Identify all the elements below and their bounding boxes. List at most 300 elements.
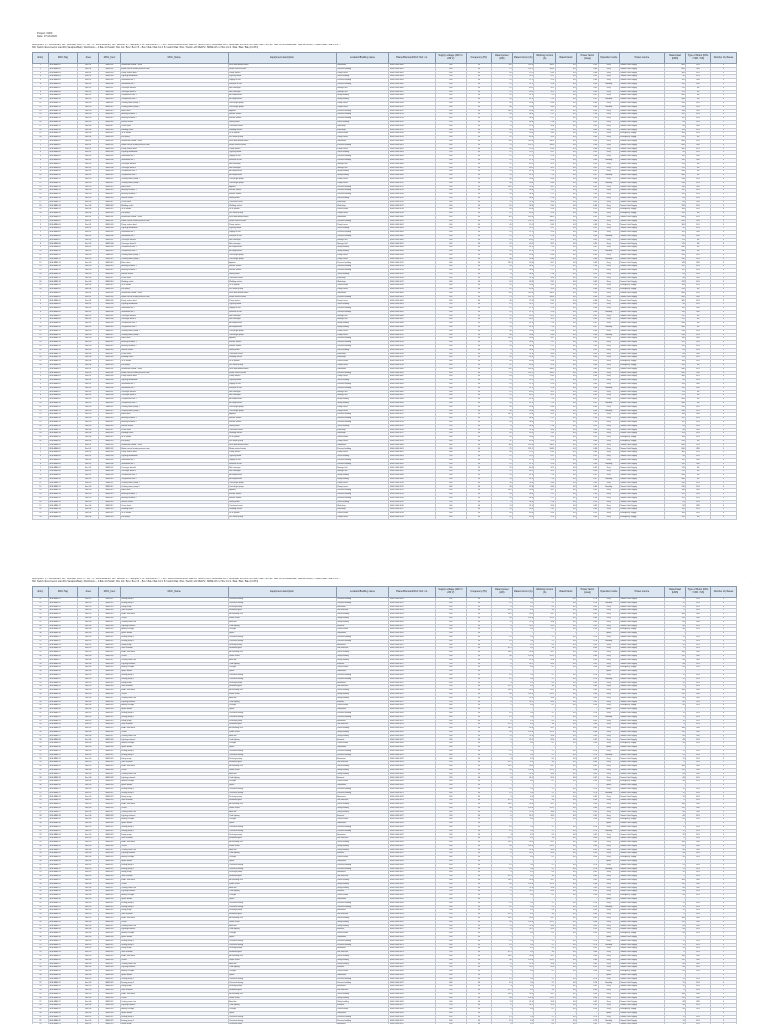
- table-cell: 4: [491, 643, 512, 647]
- table-cell: 0.78: [577, 639, 598, 643]
- table-cell: Utility building: [336, 886, 389, 890]
- table-cell: Sect 06: [77, 768, 98, 772]
- table-cell: 400: [435, 620, 466, 624]
- table-cell: 11: [491, 504, 512, 508]
- table-cell: 0.8: [555, 841, 576, 845]
- table-cell: Sect 04: [77, 428, 98, 432]
- table-cell: 104.9: [534, 67, 555, 71]
- table-cell: HVAC unit office: [120, 841, 228, 845]
- table-cell: 176: [664, 166, 685, 170]
- table-cell: 27: [33, 734, 49, 738]
- table-cell: 230: [435, 272, 466, 276]
- table-cell: 22: [491, 242, 512, 246]
- table-cell: 440: [664, 174, 685, 178]
- table-cell: Duty: [598, 765, 619, 769]
- table-cell: Pump house: [336, 253, 389, 257]
- table-cell: 0000 0000 0028: [389, 856, 435, 860]
- table-cell: VFD: [686, 109, 711, 113]
- table-cell: DOL: [686, 409, 711, 413]
- table-cell: DOL: [686, 147, 711, 151]
- table-cell: Conveyor drive A: [120, 466, 228, 470]
- table-cell: 50: [467, 101, 492, 105]
- table-cell: 3: [710, 155, 736, 159]
- table-cell: HVAC unit office: [120, 613, 228, 617]
- table-cell: 192: [664, 265, 685, 269]
- table-cell: MBB 025: [99, 878, 120, 882]
- table-cell: MBB 007: [99, 162, 120, 166]
- table-cell: 0000 0000 0026: [389, 734, 435, 738]
- table-cell: 27.8: [534, 196, 555, 200]
- table-cell: SDB-MBB-26: [48, 806, 77, 810]
- table-cell: Sump pump: [120, 795, 228, 799]
- table-cell: 0000 0000 0020: [389, 825, 435, 829]
- table-cell: 0.8: [555, 719, 576, 723]
- table-cell: Pump house: [336, 101, 389, 105]
- table-cell: Normal Grid Supply: [619, 307, 664, 311]
- table-cell: VFD: [686, 654, 711, 658]
- table-cell: 34.8: [513, 196, 534, 200]
- table-cell: 0.8: [555, 238, 576, 242]
- table-cell: 3: [710, 496, 736, 500]
- table-cell: Process building: [336, 231, 389, 235]
- table-cell: MBB 006: [99, 82, 120, 86]
- table-cell: 1: [710, 852, 736, 856]
- table-cell: 0.8: [555, 375, 576, 379]
- table-cell: 27: [33, 620, 49, 624]
- table-cell: 19: [33, 208, 49, 212]
- table-cell: MBB 019: [99, 132, 120, 136]
- table-cell: Dosing pump 1: [120, 598, 228, 602]
- table-cell: 40.2: [513, 242, 534, 246]
- table-cell: MBB 004: [99, 303, 120, 307]
- table-cell: 88: [664, 810, 685, 814]
- table-cell: 0.78: [577, 673, 598, 677]
- table-cell: 0000 0000 0012: [389, 185, 435, 189]
- table-cell: 18.5: [491, 337, 512, 341]
- table-cell: Spare: [598, 632, 619, 636]
- table-cell: 0000 0000 0021: [389, 601, 435, 605]
- table-cell: 6.5: [534, 757, 555, 761]
- table-cell: 0.8: [555, 692, 576, 696]
- table-cell: 24: [33, 799, 49, 803]
- table-cell: Sump pump: [120, 643, 228, 647]
- table-cell: Normal Grid Supply: [619, 432, 664, 436]
- table-cell: 0.8: [555, 94, 576, 98]
- table-cell: 0000 0000 0023: [389, 837, 435, 841]
- table-cell: 0.8: [555, 844, 576, 848]
- table-cell: 27.7: [534, 417, 555, 421]
- table-cell: Electric heater: [228, 117, 336, 121]
- table-cell: 16.8: [534, 504, 555, 508]
- table-cell: Process building: [336, 109, 389, 113]
- table-cell: 0.8: [555, 886, 576, 890]
- table-cell: 0000 0000 0022: [389, 643, 435, 647]
- table-cell: MBB 009: [99, 398, 120, 402]
- table-cell: DOL: [686, 193, 711, 197]
- table-cell: Normal Grid Supply: [619, 500, 664, 504]
- table-cell: Site entrance: [336, 761, 389, 765]
- table-cell: SDB-MBB-07: [48, 466, 77, 470]
- table-cell: 34.6: [513, 117, 534, 121]
- table-cell: MBB 029: [99, 704, 120, 708]
- table-cell: Sect 06: [77, 692, 98, 696]
- table-cell: Duty: [598, 284, 619, 288]
- table-cell: Fire pump: [120, 515, 228, 519]
- table-cell: MBB 024: [99, 609, 120, 613]
- table-cell: 0.83: [577, 658, 598, 662]
- table-cell: 104.9: [534, 295, 555, 299]
- table-cell: 240: [664, 253, 685, 257]
- table-cell: 0.95: [577, 379, 598, 383]
- table-cell: DOL: [686, 700, 711, 704]
- table-cell: Lighting board: [228, 75, 336, 79]
- table-cell: Process building: [336, 143, 389, 147]
- table-cell: Normal Grid Supply: [619, 746, 664, 750]
- table-cell: DOL: [686, 715, 711, 719]
- table-cell: 90: [491, 882, 512, 886]
- table-cell: Process building: [336, 269, 389, 273]
- table-cell: 0.8: [555, 337, 576, 341]
- table-cell: 24: [491, 269, 512, 273]
- table-cell: 50: [467, 810, 492, 814]
- table-cell: VFD: [686, 803, 711, 807]
- table-cell: 77.9: [534, 246, 555, 250]
- table-cell: Duty: [598, 424, 619, 428]
- table-cell: Duty: [598, 856, 619, 860]
- table-cell: Sump pump: [120, 681, 228, 685]
- table-cell: Sect 05: [77, 681, 98, 685]
- table-cell: 400: [435, 443, 466, 447]
- table-cell: 50: [467, 761, 492, 765]
- table-cell: 880: [664, 215, 685, 219]
- table-cell: Sect 05: [77, 803, 98, 807]
- table-cell: 400: [435, 382, 466, 386]
- table-cell: 0.8: [555, 424, 576, 428]
- table-cell: Centrifugal pump: [228, 405, 336, 409]
- table-cell: 50: [467, 451, 492, 455]
- table-cell: 2: [33, 371, 49, 375]
- table-cell: Normal Grid Supply: [619, 765, 664, 769]
- table-cell: 22: [491, 390, 512, 394]
- table-cell: VFD: [686, 878, 711, 882]
- table-cell: 0.75: [491, 723, 512, 727]
- table-cell: 3: [710, 299, 736, 303]
- table-cell: 360: [664, 147, 685, 151]
- table-cell: 230: [435, 662, 466, 666]
- table-cell: Sect 05: [77, 643, 98, 647]
- table-cell: -: [664, 632, 685, 636]
- table-cell: 50: [467, 704, 492, 708]
- table-cell: MBB 015: [99, 344, 120, 348]
- table-cell: 50: [467, 620, 492, 624]
- table-cell: 296: [664, 515, 685, 519]
- table-cell: Yard lighting: [228, 700, 336, 704]
- table-cell: MBB 029: [99, 628, 120, 632]
- table-cell: Normal Grid Supply: [619, 71, 664, 75]
- table-cell: 0.83: [577, 810, 598, 814]
- table-cell: 21: [33, 787, 49, 791]
- table-cell: 0.84: [577, 234, 598, 238]
- table-cell: Chemical dosing: [228, 673, 336, 677]
- table-cell: Conveyor drive B: [120, 90, 228, 94]
- table-cell: DOL: [686, 863, 711, 867]
- column-header: Placed/Demand/Perf. Ref. no.: [389, 53, 435, 64]
- table-cell: 97.4: [513, 477, 534, 481]
- table-cell: 27.5: [513, 234, 534, 238]
- table-cell: Pump house: [336, 223, 389, 227]
- table-cell: 33.4: [513, 413, 534, 417]
- table-cell: 5: [33, 458, 49, 462]
- table-cell: 400: [435, 363, 466, 367]
- table-cell: 24: [491, 117, 512, 121]
- table-cell: 400: [435, 219, 466, 223]
- table-cell: 0.8: [555, 639, 576, 643]
- table-cell: -: [577, 670, 598, 674]
- table-cell: Emergency Supply: [619, 132, 664, 136]
- table-cell: 8: [33, 166, 49, 170]
- table-cell: 3: [710, 719, 736, 723]
- table-cell: 0000 0000 0000: [389, 367, 435, 371]
- table-cell: 28.9: [513, 280, 534, 284]
- table-cell: 19: [33, 132, 49, 136]
- table-cell: DOL: [686, 719, 711, 723]
- table-cell: Normal Grid Supply: [619, 227, 664, 231]
- table-cell: 0000 0000 0024: [389, 803, 435, 807]
- table-cell: Normal Grid Supply: [619, 696, 664, 700]
- table-cell: 15: [491, 386, 512, 390]
- table-cell: -: [555, 670, 576, 674]
- table-cell: 0000 0000 0006: [389, 238, 435, 242]
- table-cell: Air compressor: [228, 94, 336, 98]
- table-cell: 11: [491, 276, 512, 280]
- table-cell: 296: [664, 212, 685, 216]
- table-cell: Duty: [598, 504, 619, 508]
- table-cell: Sect 03: [77, 257, 98, 261]
- table-cell: Duty: [598, 515, 619, 519]
- table-cell: 50: [467, 715, 492, 719]
- table-cell: 5: [33, 382, 49, 386]
- table-cell: 50: [467, 681, 492, 685]
- table-cell: Normal Grid Supply: [619, 474, 664, 478]
- table-cell: 131.2: [513, 219, 534, 223]
- table-cell: Storage hall: [336, 162, 389, 166]
- table-cell: Sect 03: [77, 181, 98, 185]
- table-cell: Duty: [598, 666, 619, 670]
- table-cell: Duty: [598, 295, 619, 299]
- table-cell: 21.0: [513, 772, 534, 776]
- table-cell: 122.1: [534, 844, 555, 848]
- table-cell: 30: [491, 177, 512, 181]
- table-cell: Normal Grid Supply: [619, 719, 664, 723]
- table-cell: Normal Grid Supply: [619, 181, 664, 185]
- table-cell: 148: [664, 185, 685, 189]
- table-cell: 32.2: [534, 86, 555, 90]
- table-cell: Sect 01: [77, 67, 98, 71]
- table-cell: Sect 03: [77, 341, 98, 345]
- table-cell: Normal Grid Supply: [619, 867, 664, 871]
- table-cell: MBB 012: [99, 181, 120, 185]
- table-cell: Office building: [336, 613, 389, 617]
- table-cell: 0000 0000 0024: [389, 651, 435, 655]
- table-cell: Normal Grid Supply: [619, 654, 664, 658]
- table-cell: 400: [435, 143, 466, 147]
- table-cell: 97.4: [513, 246, 534, 250]
- table-cell: 3: [710, 708, 736, 712]
- table-cell: 400: [435, 360, 466, 364]
- table-cell: 37: [491, 136, 512, 140]
- table-cell: 3: [710, 784, 736, 788]
- table-cell: 0.8: [555, 458, 576, 462]
- table-cell: Cooling water pump 1: [120, 329, 228, 333]
- table-cell: 19: [33, 360, 49, 364]
- table-cell: 3: [710, 136, 736, 140]
- table-cell: 50: [467, 356, 492, 360]
- table-cell: 152.6: [513, 882, 534, 886]
- table-cell: 152.6: [513, 730, 534, 734]
- table-cell: 0000 0000 0028: [389, 742, 435, 746]
- table-cell: DOL: [686, 420, 711, 424]
- table-cell: 1.00: [577, 341, 598, 345]
- table-cell: 0000 0000 0003: [389, 379, 435, 383]
- table-cell: 3: [710, 64, 736, 68]
- table-cell: 230: [435, 151, 466, 155]
- table-cell: 90: [491, 768, 512, 772]
- table-cell: Mixer drive: [120, 413, 228, 417]
- table-cell: SDB-MBB-18: [48, 356, 77, 360]
- table-cell: 0.8: [555, 780, 576, 784]
- table-cell: SDB-MBB-21: [48, 787, 77, 791]
- table-cell: MBB 005: [99, 307, 120, 311]
- table-cell: Duty: [598, 825, 619, 829]
- table-cell: 53.8: [513, 101, 534, 105]
- table-cell: 0.8: [555, 515, 576, 519]
- table-cell: Duty: [598, 496, 619, 500]
- table-cell: 24.3: [534, 132, 555, 136]
- table-cell: Normal Grid Supply: [619, 859, 664, 863]
- table-cell: MBB 002: [99, 143, 120, 147]
- table-cell: 24: [491, 417, 512, 421]
- table-cell: 3: [710, 101, 736, 105]
- table-cell: Duty: [598, 136, 619, 140]
- table-cell: 14: [33, 265, 49, 269]
- table-cell: Utility building: [336, 768, 389, 772]
- table-cell: 12: [664, 598, 685, 602]
- table-cell: 400: [435, 749, 466, 753]
- table-cell: Duty: [598, 799, 619, 803]
- table-cell: 0.85: [577, 242, 598, 246]
- table-cell: Air compressor: [228, 325, 336, 329]
- table-cell: 5: [491, 742, 512, 746]
- table-cell: MBB 020: [99, 515, 120, 519]
- table-cell: 0.80: [577, 647, 598, 651]
- table-cell: Duty: [598, 730, 619, 734]
- table-cell: MBB 014: [99, 265, 120, 269]
- table-cell: Sect 06: [77, 886, 98, 890]
- table-cell: 50: [467, 504, 492, 508]
- table-cell: 0.88: [577, 806, 598, 810]
- table-cell: 0000 0000 0013: [389, 341, 435, 345]
- table-cell: -: [534, 822, 555, 826]
- table-cell: Utility building: [336, 696, 389, 700]
- table-cell: Normal Grid Supply: [619, 318, 664, 322]
- table-cell: 240: [664, 101, 685, 105]
- table-cell: DOL: [686, 791, 711, 795]
- table-cell: 400: [435, 94, 466, 98]
- table-cell: 24: [491, 344, 512, 348]
- table-cell: 32.2: [534, 390, 555, 394]
- table-cell: 50: [467, 109, 492, 113]
- table-cell: SDB-MBB-11: [48, 177, 77, 181]
- table-cell: Sect 03: [77, 420, 98, 424]
- column-header: MCC_Item: [99, 587, 120, 598]
- table-cell: SDB-MBB-23: [48, 605, 77, 609]
- table-cell: 185.6: [513, 139, 534, 143]
- table-cell: Normal Grid Supply: [619, 670, 664, 674]
- table-cell: 50: [467, 219, 492, 223]
- table-cell: Normal Grid Supply: [619, 314, 664, 318]
- table-cell: 90: [491, 730, 512, 734]
- table-cell: External: [336, 890, 389, 894]
- table-cell: MBB 027: [99, 696, 120, 700]
- table-cell: -: [534, 708, 555, 712]
- table-cell: Standby: [598, 174, 619, 178]
- table-cell: 29: [33, 856, 49, 860]
- table-cell: Normal Grid Supply: [619, 177, 664, 181]
- table-cell: Duty: [598, 124, 619, 128]
- table-cell: 400: [435, 734, 466, 738]
- table-cell: 50: [467, 493, 492, 497]
- table-cell: 27.8: [534, 348, 555, 352]
- table-cell: 24: [33, 875, 49, 879]
- table-cell: 230: [435, 120, 466, 124]
- table-cell: 50: [467, 417, 492, 421]
- table-cell: Utility building: [336, 654, 389, 658]
- table-cell: HVAC unit office: [120, 689, 228, 693]
- table-cell: Battery charger: [120, 666, 228, 670]
- table-cell: 50: [467, 390, 492, 394]
- table-cell: 440: [664, 98, 685, 102]
- table-cell: 128: [664, 432, 685, 436]
- table-cell: SDB-MBB-05: [48, 231, 77, 235]
- table-cell: DOL: [686, 795, 711, 799]
- table-cell: Duty: [598, 238, 619, 242]
- table-cell: 50: [467, 151, 492, 155]
- table-cell: 11: [33, 177, 49, 181]
- table-cell: Normal Grid Supply: [619, 280, 664, 284]
- table-cell: Sect 01: [77, 295, 98, 299]
- table-cell: Sect 01: [77, 443, 98, 447]
- table-cell: 120: [664, 158, 685, 162]
- table-cell: 0.95: [577, 227, 598, 231]
- table-cell: 0.85: [577, 261, 598, 265]
- table-cell: 400: [435, 166, 466, 170]
- table-cell: 0.8: [555, 504, 576, 508]
- table-cell: Cooling water pump 2: [120, 105, 228, 109]
- table-cell: SDB-MBB-25: [48, 613, 77, 617]
- table-cell: 0.8: [555, 196, 576, 200]
- table-cell: 18: [33, 280, 49, 284]
- table-cell: Office building: [336, 227, 389, 231]
- table-cell: Pump station feed: [120, 71, 228, 75]
- table-cell: 3.9: [534, 647, 555, 651]
- table-cell: 30: [33, 822, 49, 826]
- table-cell: DOL: [686, 132, 711, 136]
- table-cell: Normal Grid Supply: [619, 768, 664, 772]
- table-cell: 18: [33, 204, 49, 208]
- table-cell: SDB-MBB-08: [48, 394, 77, 398]
- table-cell: 400: [435, 462, 466, 466]
- table-cell: 176: [664, 466, 685, 470]
